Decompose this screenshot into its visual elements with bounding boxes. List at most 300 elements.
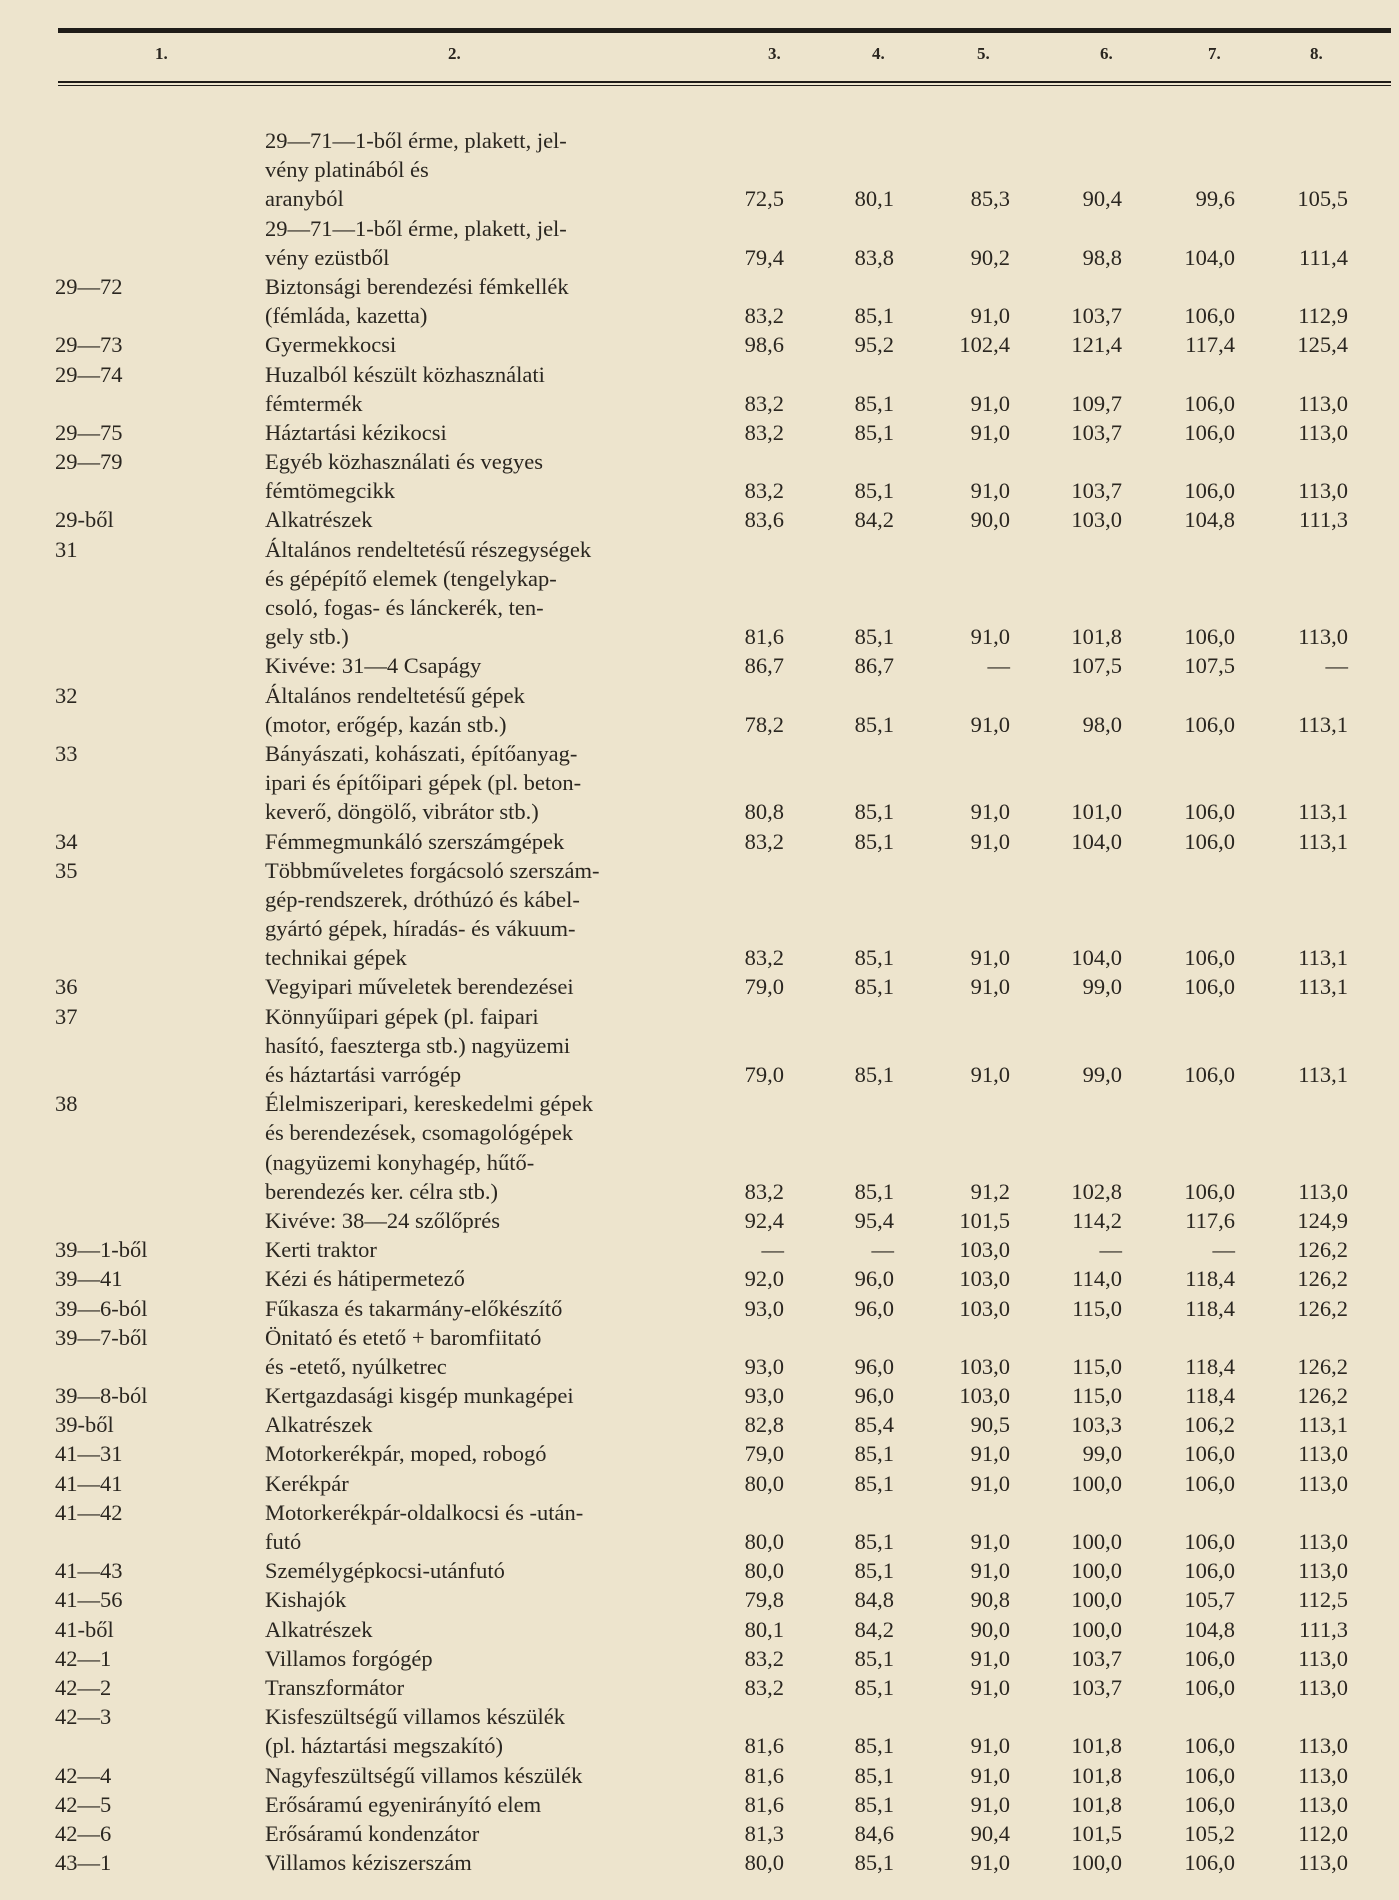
row-value-col6: 121,4 xyxy=(1071,332,1122,358)
table-row xyxy=(0,330,1399,359)
row-value-col7: 118,4 xyxy=(1185,1266,1235,1292)
row-value-col3: 81,6 xyxy=(744,624,784,650)
row-value-col6: 100,0 xyxy=(1071,1558,1122,1584)
table-row xyxy=(0,505,1399,534)
row-value-col7: 106,0 xyxy=(1184,1178,1235,1204)
row-description: 29—71—1-ből érme, plakett, jel- xyxy=(265,215,567,241)
row-code: 29—73 xyxy=(55,332,123,358)
row-value-col6: 103,7 xyxy=(1071,1674,1122,1700)
row-description: Fűkasza és takarmány-előkészítő xyxy=(265,1295,563,1321)
table-row xyxy=(0,243,1399,272)
row-value-col7: 104,8 xyxy=(1184,507,1235,533)
row-description: Önitató és etető + baromfiitató xyxy=(265,1324,542,1350)
row-value-col3: 83,2 xyxy=(744,390,784,416)
row-value-col4: 85,1 xyxy=(854,390,894,416)
row-value-col3: 83,6 xyxy=(744,507,784,533)
row-value-col8: 112,0 xyxy=(1298,1820,1348,1846)
row-code: 41—43 xyxy=(55,1558,123,1584)
table-row xyxy=(0,710,1399,739)
row-value-col8: 113,0 xyxy=(1298,1791,1348,1817)
row-value-col7: 106,0 xyxy=(1184,1645,1235,1671)
row-value-col8: 113,1 xyxy=(1298,828,1348,854)
row-value-col4: 86,7 xyxy=(854,653,894,679)
row-value-col8: 111,3 xyxy=(1299,1616,1348,1642)
row-description: Kivéve: 31—4 Csapágy xyxy=(265,653,482,679)
row-value-col7: 105,7 xyxy=(1184,1587,1235,1613)
table-row xyxy=(0,1060,1399,1089)
row-value-col7: 106,0 xyxy=(1184,799,1235,825)
table-row xyxy=(0,1469,1399,1498)
table-row xyxy=(0,1527,1399,1556)
row-value-col8: 113,0 xyxy=(1298,624,1348,650)
row-value-col4: 85,1 xyxy=(854,478,894,504)
row-value-col4: 84,2 xyxy=(854,507,894,533)
row-value-col6: 101,5 xyxy=(1071,1820,1122,1846)
row-value-col7: 106,0 xyxy=(1184,1850,1235,1876)
row-value-col5: 91,0 xyxy=(970,419,1010,445)
row-value-col4: 96,0 xyxy=(854,1266,894,1292)
row-value-col4: 85,1 xyxy=(854,1558,894,1584)
row-value-col5: 91,0 xyxy=(970,624,1010,650)
row-description: Motorkerékpár, moped, robogó xyxy=(265,1441,547,1467)
row-value-col7: 106,0 xyxy=(1184,1529,1235,1554)
row-description: technikai gépek xyxy=(265,945,407,971)
row-value-col3: 78,2 xyxy=(744,711,784,737)
row-value-col8: 126,2 xyxy=(1297,1295,1348,1321)
row-value-col6: 102,8 xyxy=(1071,1178,1122,1204)
row-value-col4: 95,2 xyxy=(854,332,894,358)
row-value-col7: 106,0 xyxy=(1184,711,1235,737)
row-value-col4: 85,1 xyxy=(854,1674,894,1700)
column-header-3: 3. xyxy=(768,44,781,63)
row-value-col8: 113,1 xyxy=(1298,711,1348,737)
table-row xyxy=(0,914,1399,943)
row-value-col6: 99,0 xyxy=(1082,1062,1122,1087)
row-value-col4: 95,4 xyxy=(854,1207,894,1233)
row-description: Erősáramú kondenzátor xyxy=(265,1820,480,1846)
row-code: 36 xyxy=(55,974,78,1000)
row-value-col6: 103,7 xyxy=(1071,1645,1122,1671)
table-row xyxy=(0,360,1399,389)
row-description: gely stb.) xyxy=(265,624,349,650)
row-value-col3: 80,8 xyxy=(744,799,784,825)
row-value-col5: 91,0 xyxy=(970,303,1010,329)
table-row xyxy=(0,1819,1399,1848)
row-code: 29—72 xyxy=(55,273,123,299)
row-value-col7: 99,6 xyxy=(1195,186,1235,212)
row-value-col7: 106,0 xyxy=(1184,1733,1235,1759)
row-description: Könnyűipari gépek (pl. faipari xyxy=(265,1003,539,1029)
table-row xyxy=(0,681,1399,710)
row-code: 43—1 xyxy=(55,1850,112,1876)
row-description: és háztartási varrógép xyxy=(265,1062,462,1087)
row-description: Kertgazdasági kisgép munkagépei xyxy=(265,1383,574,1409)
row-value-col6: 100,0 xyxy=(1071,1529,1122,1554)
row-value-col8: 113,0 xyxy=(1298,1558,1348,1584)
top-rule xyxy=(58,28,1391,33)
row-value-col3: 80,0 xyxy=(744,1850,784,1876)
row-value-col6: — xyxy=(1099,1237,1122,1263)
row-value-col4: 96,0 xyxy=(854,1383,894,1409)
row-value-col5: 90,5 xyxy=(970,1412,1010,1438)
table-row xyxy=(0,651,1399,680)
row-value-col6: 101,8 xyxy=(1071,1733,1122,1759)
row-value-col4: 85,1 xyxy=(854,799,894,825)
table-row xyxy=(0,184,1399,213)
row-value-col3: 83,2 xyxy=(744,1674,784,1700)
table-row xyxy=(0,1790,1399,1819)
row-description: Bányászati, kohászati, építőanyag- xyxy=(265,740,578,766)
row-value-col8: 113,1 xyxy=(1298,945,1348,971)
header-rule xyxy=(58,81,1391,83)
row-value-col6: 103,7 xyxy=(1071,419,1122,445)
row-value-col3: 81,6 xyxy=(744,1791,784,1817)
row-value-col6: 98,0 xyxy=(1082,711,1122,737)
row-value-col7: 106,0 xyxy=(1184,419,1235,445)
row-value-col7: 106,0 xyxy=(1184,1558,1235,1584)
row-value-col7: 106,2 xyxy=(1184,1412,1235,1438)
row-value-col7: 106,0 xyxy=(1184,1791,1235,1817)
row-value-col3: 80,0 xyxy=(744,1529,784,1554)
row-value-col3: 81,6 xyxy=(744,1762,784,1788)
table-row xyxy=(0,564,1399,593)
row-description: Kisfeszültségű villamos készülék xyxy=(265,1704,565,1730)
table-row xyxy=(0,1848,1399,1877)
row-value-col5: 91,0 xyxy=(970,828,1010,854)
table-row xyxy=(0,1352,1399,1381)
row-description: vény ezüstből xyxy=(265,244,390,270)
row-value-col4: 85,1 xyxy=(854,419,894,445)
table-row xyxy=(0,1761,1399,1790)
row-description: Háztartási kézikocsi xyxy=(265,419,447,445)
row-value-col4: 84,2 xyxy=(854,1616,894,1642)
row-value-col4: 84,6 xyxy=(854,1820,894,1846)
table-row xyxy=(0,739,1399,768)
row-value-col4: 85,4 xyxy=(854,1412,894,1438)
row-value-col3: 80,1 xyxy=(744,1616,784,1642)
row-value-col5: 91,0 xyxy=(970,1645,1010,1671)
row-value-col6: 100,0 xyxy=(1071,1616,1122,1642)
table-row xyxy=(0,1264,1399,1293)
row-value-col6: 99,0 xyxy=(1082,1441,1122,1467)
row-value-col7: 106,0 xyxy=(1184,1062,1235,1087)
row-description: Személygépkocsi-utánfutó xyxy=(265,1558,505,1584)
row-value-col4: 85,1 xyxy=(854,1762,894,1788)
row-value-col5: 91,0 xyxy=(970,711,1010,737)
table-row xyxy=(0,1410,1399,1439)
row-value-col5: 91,2 xyxy=(970,1178,1010,1204)
row-code: 41—31 xyxy=(55,1441,123,1467)
row-description: gyártó gépek, híradás- és vákuum- xyxy=(265,916,576,942)
row-value-col7: 117,6 xyxy=(1185,1207,1235,1233)
row-value-col6: 101,8 xyxy=(1071,624,1122,650)
row-value-col5: 91,0 xyxy=(970,1674,1010,1700)
row-value-col7: 106,0 xyxy=(1184,1441,1235,1467)
row-description: Biztonsági berendezési fémkellék xyxy=(265,273,569,299)
row-value-col5: 103,0 xyxy=(959,1383,1010,1409)
row-value-col5: 91,0 xyxy=(970,799,1010,825)
row-value-col3: 93,0 xyxy=(744,1353,784,1379)
row-description: hasító, faeszterga stb.) nagyüzemi xyxy=(265,1032,571,1058)
row-value-col4: 85,1 xyxy=(854,1645,894,1671)
row-description: Huzalból készült közhasználati xyxy=(265,361,545,387)
row-code: 33 xyxy=(55,740,78,766)
row-value-col8: 111,4 xyxy=(1299,244,1348,270)
row-description: Motorkerékpár-oldalkocsi és -után- xyxy=(265,1499,584,1525)
row-description: Általános rendeltetésű részegységek xyxy=(265,536,592,562)
row-value-col8: 125,4 xyxy=(1297,332,1348,358)
row-code: 41—41 xyxy=(55,1470,123,1496)
row-value-col8: 113,0 xyxy=(1298,1645,1348,1671)
row-value-col7: 104,8 xyxy=(1184,1616,1235,1642)
row-value-col4: 85,1 xyxy=(854,1791,894,1817)
column-header-7: 7. xyxy=(1208,44,1221,63)
row-value-col6: 100,0 xyxy=(1071,1850,1122,1876)
row-value-col7: 104,0 xyxy=(1184,244,1235,270)
row-code: 42—5 xyxy=(55,1791,112,1817)
row-value-col8: 113,0 xyxy=(1298,478,1348,504)
row-description: Egyéb közhasználati és vegyes xyxy=(265,449,544,475)
row-value-col5: 90,0 xyxy=(970,507,1010,533)
row-code: 31 xyxy=(55,536,78,562)
table-row xyxy=(0,1294,1399,1323)
row-value-col4: 80,1 xyxy=(854,186,894,212)
row-value-col5: 91,0 xyxy=(970,1529,1010,1554)
row-description: Fémmegmunkáló szerszámgépek xyxy=(265,828,565,854)
row-value-col8: — xyxy=(1325,653,1348,679)
row-value-col4: 85,1 xyxy=(854,624,894,650)
table-row xyxy=(0,593,1399,622)
row-value-col4: 85,1 xyxy=(854,1062,894,1087)
table-row xyxy=(0,797,1399,826)
row-value-col5: 91,0 xyxy=(970,945,1010,971)
row-value-col8: 113,1 xyxy=(1298,1412,1348,1438)
row-value-col3: 83,2 xyxy=(744,945,784,971)
row-value-col5: 90,4 xyxy=(970,1820,1010,1846)
row-value-col3: 83,2 xyxy=(744,303,784,329)
row-code: 42—1 xyxy=(55,1645,112,1671)
row-description: futó xyxy=(265,1529,302,1554)
table-row xyxy=(0,1439,1399,1468)
row-value-col8: 113,1 xyxy=(1298,974,1348,1000)
row-value-col8: 124,9 xyxy=(1297,1207,1348,1233)
row-value-col6: 99,0 xyxy=(1082,974,1122,1000)
table-row xyxy=(0,827,1399,856)
row-value-col3: 81,3 xyxy=(744,1820,784,1846)
row-value-col3: 79,8 xyxy=(744,1587,784,1613)
row-description: ipari és építőipari gépek (pl. beton- xyxy=(265,770,582,796)
table-row xyxy=(0,856,1399,885)
row-description: csoló, fogas- és lánckerék, ten- xyxy=(265,595,544,620)
row-description: Alkatrészek xyxy=(265,1616,373,1642)
row-code: 39—7-ből xyxy=(55,1324,148,1350)
column-header-8: 8. xyxy=(1310,44,1323,63)
row-code: 39—6-ból xyxy=(55,1295,148,1321)
row-value-col3: 79,0 xyxy=(744,1441,784,1467)
row-value-col6: 90,4 xyxy=(1082,186,1122,212)
row-value-col3: 80,0 xyxy=(744,1558,784,1584)
column-header-2: 2. xyxy=(448,44,461,63)
row-description: keverő, döngölő, vibrátor stb.) xyxy=(265,799,539,825)
row-description: fémtömegcikk xyxy=(265,478,395,504)
table-row xyxy=(0,1089,1399,1118)
table-row xyxy=(0,1323,1399,1352)
row-value-col8: 113,0 xyxy=(1298,1470,1348,1496)
row-value-col8: 105,5 xyxy=(1297,186,1348,212)
row-value-col3: 93,0 xyxy=(744,1383,784,1409)
row-value-col8: 113,0 xyxy=(1298,419,1348,445)
row-value-col8: 113,0 xyxy=(1298,1441,1348,1467)
table-row xyxy=(0,943,1399,972)
row-description: Villamos forgógép xyxy=(265,1645,433,1671)
row-value-col5: 91,0 xyxy=(970,1441,1010,1467)
row-description: Általános rendeltetésű gépek xyxy=(265,682,525,708)
row-value-col3: 72,5 xyxy=(744,186,784,212)
row-value-col6: 114,2 xyxy=(1072,1207,1122,1233)
row-description: Élelmiszeripari, kereskedelmi gépek xyxy=(265,1091,593,1117)
row-value-col8: 113,0 xyxy=(1298,1762,1348,1788)
table-row xyxy=(0,155,1399,184)
row-code: 42—2 xyxy=(55,1674,112,1700)
row-description: aranyból xyxy=(265,186,344,212)
row-description: és -etető, nyúlketrec xyxy=(265,1353,447,1379)
row-value-col7: 106,0 xyxy=(1184,1762,1235,1788)
table-row xyxy=(0,1498,1399,1527)
row-value-col3: 93,0 xyxy=(744,1295,784,1321)
row-code: 41-ből xyxy=(55,1616,114,1642)
row-value-col8: 113,1 xyxy=(1298,799,1348,825)
row-value-col3: 92,4 xyxy=(744,1207,784,1233)
row-value-col8: 113,1 xyxy=(1298,1062,1348,1087)
row-value-col3: 86,7 xyxy=(744,653,784,679)
row-value-col8: 112,5 xyxy=(1298,1587,1348,1613)
row-value-col5: 91,0 xyxy=(970,478,1010,504)
row-value-col3: 83,2 xyxy=(744,1178,784,1204)
row-value-col6: 107,5 xyxy=(1071,653,1122,679)
table-row xyxy=(0,1615,1399,1644)
row-code: 42—3 xyxy=(55,1704,112,1730)
row-value-col6: 103,7 xyxy=(1071,303,1122,329)
row-value-col6: 101,8 xyxy=(1071,1762,1122,1788)
row-value-col8: 126,2 xyxy=(1297,1383,1348,1409)
row-value-col4: 85,1 xyxy=(854,303,894,329)
price-index-table xyxy=(0,126,1399,1877)
row-description: Nagyfeszültségű villamos készülék xyxy=(265,1762,583,1788)
row-description: fémtermék xyxy=(265,390,363,416)
row-value-col5: 103,0 xyxy=(959,1237,1010,1263)
row-value-col7: 106,0 xyxy=(1184,390,1235,416)
column-header-1: 1. xyxy=(155,44,168,63)
row-value-col3: 80,0 xyxy=(744,1470,784,1496)
row-description: Kerékpár xyxy=(265,1470,349,1496)
table-row xyxy=(0,214,1399,243)
row-description: (motor, erőgép, kazán stb.) xyxy=(265,711,507,737)
row-code: 29-ből xyxy=(55,507,114,533)
row-value-col4: 85,1 xyxy=(854,828,894,854)
row-value-col7: 106,0 xyxy=(1184,303,1235,329)
row-value-col6: 101,8 xyxy=(1071,1791,1122,1817)
row-code: 39-ből xyxy=(55,1412,114,1438)
row-value-col6: 103,3 xyxy=(1071,1412,1122,1438)
row-value-col5: 91,0 xyxy=(970,1558,1010,1584)
row-code: 39—1-ből xyxy=(55,1237,148,1263)
row-description: 29—71—1-ből érme, plakett, jel- xyxy=(265,128,567,153)
row-description: Gyermekkocsi xyxy=(265,332,397,358)
column-header-5: 5. xyxy=(977,44,990,63)
column-header-6: 6. xyxy=(1100,44,1113,63)
table-row xyxy=(0,885,1399,914)
row-value-col6: 103,0 xyxy=(1071,507,1122,533)
row-value-col4: 85,1 xyxy=(854,1441,894,1467)
row-value-col3: 83,2 xyxy=(744,828,784,854)
row-value-col8: 113,0 xyxy=(1298,1178,1348,1204)
row-value-col7: 107,5 xyxy=(1184,653,1235,679)
row-value-col3: 83,2 xyxy=(744,419,784,445)
row-value-col6: 115,0 xyxy=(1072,1353,1122,1379)
table-row xyxy=(0,1002,1399,1031)
table-row xyxy=(0,389,1399,418)
table-row xyxy=(0,1031,1399,1060)
row-value-col5: 90,2 xyxy=(970,244,1010,270)
row-value-col5: 90,8 xyxy=(970,1587,1010,1613)
header-rule-secondary xyxy=(58,85,1391,86)
row-value-col3: 83,2 xyxy=(744,478,784,504)
table-row xyxy=(0,476,1399,505)
row-value-col6: 109,7 xyxy=(1071,390,1122,416)
row-value-col6: 104,0 xyxy=(1071,828,1122,854)
table-row xyxy=(0,1235,1399,1264)
row-value-col5: 91,0 xyxy=(970,1850,1010,1876)
row-value-col8: 113,0 xyxy=(1298,1674,1348,1700)
row-code: 41—56 xyxy=(55,1587,123,1613)
row-description: és gépépítő elemek (tengelykap- xyxy=(265,565,557,591)
row-description: és berendezések, csomagológépek xyxy=(265,1120,573,1146)
row-value-col6: 98,8 xyxy=(1082,244,1122,270)
row-value-col5: 101,5 xyxy=(959,1207,1010,1233)
row-description: Vegyipari műveletek berendezései xyxy=(265,974,574,1000)
row-description: Kishajók xyxy=(265,1587,347,1613)
table-row xyxy=(0,1381,1399,1410)
table-row xyxy=(0,1731,1399,1760)
row-value-col7: 106,0 xyxy=(1184,478,1235,504)
row-value-col4: 85,1 xyxy=(854,974,894,1000)
row-description: Alkatrészek xyxy=(265,1412,373,1438)
row-value-col3: 81,6 xyxy=(744,1733,784,1759)
row-value-col5: 103,0 xyxy=(959,1295,1010,1321)
row-value-col6: 114,0 xyxy=(1072,1266,1122,1292)
row-value-col8: 111,3 xyxy=(1299,507,1348,533)
table-row xyxy=(0,126,1399,155)
row-value-col5: 85,3 xyxy=(970,186,1010,212)
row-description: Kivéve: 38—24 szőlőprés xyxy=(265,1207,500,1233)
row-code: 42—4 xyxy=(55,1762,112,1788)
row-value-col7: 106,0 xyxy=(1184,624,1235,650)
table-row xyxy=(0,1148,1399,1177)
row-value-col4: 85,1 xyxy=(854,1733,894,1759)
row-code: 39—8-ból xyxy=(55,1383,148,1409)
row-description: (pl. háztartási megszakító) xyxy=(265,1733,504,1759)
row-value-col7: 106,0 xyxy=(1184,974,1235,1000)
row-code: 42—6 xyxy=(55,1820,112,1846)
row-value-col3: 79,0 xyxy=(744,974,784,1000)
row-value-col8: 126,2 xyxy=(1297,1237,1348,1263)
row-value-col3: 83,2 xyxy=(744,1645,784,1671)
row-value-col5: 103,0 xyxy=(959,1353,1010,1379)
row-description: (fémláda, kazetta) xyxy=(265,303,428,329)
row-value-col6: 100,0 xyxy=(1071,1587,1122,1613)
row-code: 35 xyxy=(55,857,78,883)
row-value-col4: 85,1 xyxy=(854,711,894,737)
